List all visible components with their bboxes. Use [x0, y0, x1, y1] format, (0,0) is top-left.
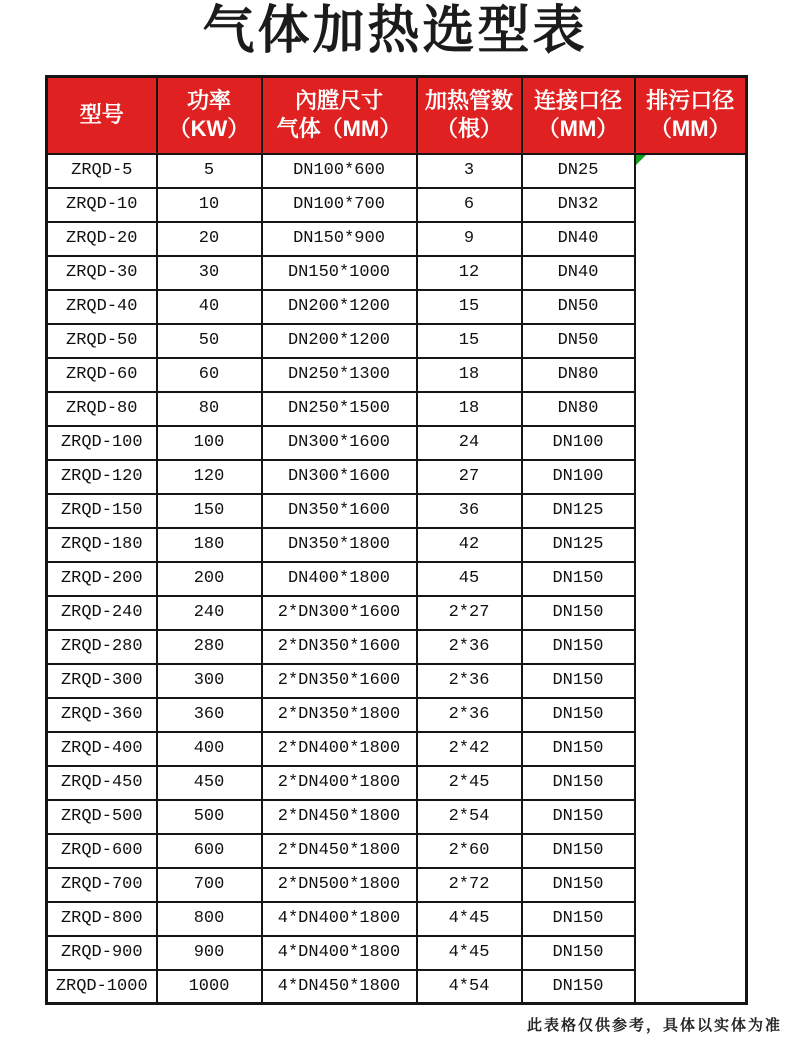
table-cell: DN150*900 — [262, 222, 417, 256]
table-cell: DN150 — [522, 868, 635, 902]
column-header-label: 排污口径 — [646, 88, 735, 114]
table-cell: 15 — [417, 324, 522, 358]
table-cell: ZRQD-450 — [47, 766, 157, 800]
column-header-label: 功率 — [186, 88, 231, 114]
table-cell: ZRQD-900 — [47, 936, 157, 970]
column-header-label: 加热管数 — [424, 88, 513, 114]
table-cell: 240 — [157, 596, 262, 630]
table-cell: 15 — [417, 290, 522, 324]
column-header-model — [47, 77, 157, 154]
table-cell: DN150 — [522, 630, 635, 664]
table-cell: ZRQD-150 — [47, 494, 157, 528]
table-cell: 180 — [157, 528, 262, 562]
table-cell: DN100*600 — [262, 154, 417, 188]
table-cell: 4*DN400*1800 — [262, 902, 417, 936]
table-cell: 400 — [157, 732, 262, 766]
table-cell: DN100 — [522, 460, 635, 494]
table-cell: DN200*1200 — [262, 290, 417, 324]
table-cell: 2*DN300*1600 — [262, 596, 417, 630]
table-cell: 1000 — [157, 970, 262, 1004]
table-cell: 42 — [417, 528, 522, 562]
table-cell: DN100*700 — [262, 188, 417, 222]
column-header-power — [157, 77, 262, 154]
table-cell: ZRQD-800 — [47, 902, 157, 936]
table-cell: ZRQD-240 — [47, 596, 157, 630]
table-cell: DN250*1300 — [262, 358, 417, 392]
table-cell: 2*72 — [417, 868, 522, 902]
table-cell: 700 — [157, 868, 262, 902]
column-header-label: （MM） — [649, 116, 731, 142]
table-cell: DN350*1600 — [262, 494, 417, 528]
table-cell: 300 — [157, 664, 262, 698]
column-header-label: 內膛尺寸 — [294, 88, 383, 114]
table-cell: DN200*1200 — [262, 324, 417, 358]
table-cell: DN50 — [522, 324, 635, 358]
column-header-label: 连接口径 — [533, 88, 622, 114]
table-cell: DN150*1000 — [262, 256, 417, 290]
table-cell: DN40 — [522, 256, 635, 290]
table-cell: 4*DN400*1800 — [262, 936, 417, 970]
table-cell: 100 — [157, 426, 262, 460]
table-cell: 2*36 — [417, 664, 522, 698]
table-cell: DN25 — [522, 154, 635, 188]
table-cell: 50 — [157, 324, 262, 358]
table-cell: DN32 — [522, 188, 635, 222]
table-cell: 2*DN400*1800 — [262, 732, 417, 766]
table-cell: DN50 — [522, 290, 635, 324]
table-cell: DN150 — [522, 698, 635, 732]
table-cell: DN125 — [522, 494, 635, 528]
table-cell: 900 — [157, 936, 262, 970]
table-cell: ZRQD-180 — [47, 528, 157, 562]
page-title: 气体加热选型表 — [202, 2, 588, 60]
table-cell: 4*45 — [417, 936, 522, 970]
table-cell: 80 — [157, 392, 262, 426]
table-cell: DN350*1800 — [262, 528, 417, 562]
table-cell: DN300*1600 — [262, 460, 417, 494]
column-header-label: （KW） — [168, 116, 250, 142]
table-cell: DN150 — [522, 970, 635, 1004]
column-header-label: 型号 — [79, 102, 124, 128]
table-cell: ZRQD-360 — [47, 698, 157, 732]
table-cell: ZRQD-50 — [47, 324, 157, 358]
table-cell: ZRQD-20 — [47, 222, 157, 256]
table-row — [47, 154, 747, 188]
table-cell: 9 — [417, 222, 522, 256]
table-cell: DN150 — [522, 766, 635, 800]
spec-table — [45, 75, 748, 1005]
table-cell: ZRQD-80 — [47, 392, 157, 426]
table-cell: 36 — [417, 494, 522, 528]
table-cell: 24 — [417, 426, 522, 460]
table-header-row — [47, 77, 747, 154]
column-header-chamber — [262, 77, 417, 154]
table-cell: 2*DN350*1600 — [262, 664, 417, 698]
table-cell: 18 — [417, 392, 522, 426]
table-cell: ZRQD-60 — [47, 358, 157, 392]
table-cell: DN150 — [522, 664, 635, 698]
column-header-connection — [522, 77, 635, 154]
table-cell: 2*42 — [417, 732, 522, 766]
table-cell: 45 — [417, 562, 522, 596]
table-cell: 60 — [157, 358, 262, 392]
table-cell: 10 — [157, 188, 262, 222]
table-cell: 200 — [157, 562, 262, 596]
table-cell: DN100 — [522, 426, 635, 460]
table-cell: DN125 — [522, 528, 635, 562]
table-cell: ZRQD-300 — [47, 664, 157, 698]
table-cell: 20 — [157, 222, 262, 256]
table-cell: ZRQD-10 — [47, 188, 157, 222]
table-header — [47, 77, 747, 154]
table-cell: 2*27 — [417, 596, 522, 630]
table-cell: DN80 — [522, 358, 635, 392]
table-cell: 2*36 — [417, 630, 522, 664]
table-cell: ZRQD-100 — [47, 426, 157, 460]
table-cell: 800 — [157, 902, 262, 936]
table-body — [47, 154, 747, 1004]
table-cell: 2*DN350*1600 — [262, 630, 417, 664]
table-cell: 500 — [157, 800, 262, 834]
table-cell: ZRQD-400 — [47, 732, 157, 766]
table-cell: ZRQD-40 — [47, 290, 157, 324]
table-cell: DN40 — [522, 222, 635, 256]
table-cell: ZRQD-120 — [47, 460, 157, 494]
table-cell: 12 — [417, 256, 522, 290]
table-cell: 27 — [417, 460, 522, 494]
table-cell: 30 — [157, 256, 262, 290]
table-cell: 2*DN450*1800 — [262, 800, 417, 834]
table-cell: 280 — [157, 630, 262, 664]
table-cell: DN300*1600 — [262, 426, 417, 460]
table-cell: 2*DN500*1800 — [262, 868, 417, 902]
table-cell: DN150 — [522, 936, 635, 970]
table-cell: 150 — [157, 494, 262, 528]
table-cell: ZRQD-5 — [47, 154, 157, 188]
column-header-label: （根） — [435, 116, 502, 142]
column-header-drain — [635, 77, 747, 154]
table-cell: 40 — [157, 290, 262, 324]
table-cell: 2*DN400*1800 — [262, 766, 417, 800]
table-cell: 120 — [157, 460, 262, 494]
table-cell: DN80 — [522, 392, 635, 426]
table-cell: ZRQD-200 — [47, 562, 157, 596]
table-cell: 450 — [157, 766, 262, 800]
table-cell: 4*45 — [417, 902, 522, 936]
column-header-label: （MM） — [537, 116, 619, 142]
table-cell: 2*36 — [417, 698, 522, 732]
table-cell: ZRQD-700 — [47, 868, 157, 902]
table-cell: DN150 — [522, 902, 635, 936]
column-header-label: 气体（MM） — [276, 116, 402, 142]
table-cell: DN250*1500 — [262, 392, 417, 426]
table-cell: DN150 — [522, 562, 635, 596]
table-cell: 4*DN450*1800 — [262, 970, 417, 1004]
table-cell: ZRQD-280 — [47, 630, 157, 664]
table-cell: ZRQD-1000 — [47, 970, 157, 1004]
drain-column-empty-cell — [635, 154, 747, 1004]
cell-corner-indicator-icon — [636, 155, 646, 165]
reference-note: 此表格仅供参考，具体以实体为准 — [526, 1017, 782, 1034]
table-cell: 18 — [417, 358, 522, 392]
table-cell: 2*45 — [417, 766, 522, 800]
table-cell: ZRQD-30 — [47, 256, 157, 290]
table-cell: ZRQD-500 — [47, 800, 157, 834]
table-cell: DN400*1800 — [262, 562, 417, 596]
table-cell: 600 — [157, 834, 262, 868]
table-cell: DN150 — [522, 596, 635, 630]
table-cell: 3 — [417, 154, 522, 188]
table-cell: 2*DN350*1800 — [262, 698, 417, 732]
table-cell: 2*60 — [417, 834, 522, 868]
table-cell: 360 — [157, 698, 262, 732]
table-cell: 6 — [417, 188, 522, 222]
column-header-tubes — [417, 77, 522, 154]
table-cell: ZRQD-600 — [47, 834, 157, 868]
table-cell: DN150 — [522, 732, 635, 766]
table-cell: 2*DN450*1800 — [262, 834, 417, 868]
table-cell: DN150 — [522, 800, 635, 834]
table-cell: 5 — [157, 154, 262, 188]
table-cell: 2*54 — [417, 800, 522, 834]
table-cell: 4*54 — [417, 970, 522, 1004]
table-cell: DN150 — [522, 834, 635, 868]
